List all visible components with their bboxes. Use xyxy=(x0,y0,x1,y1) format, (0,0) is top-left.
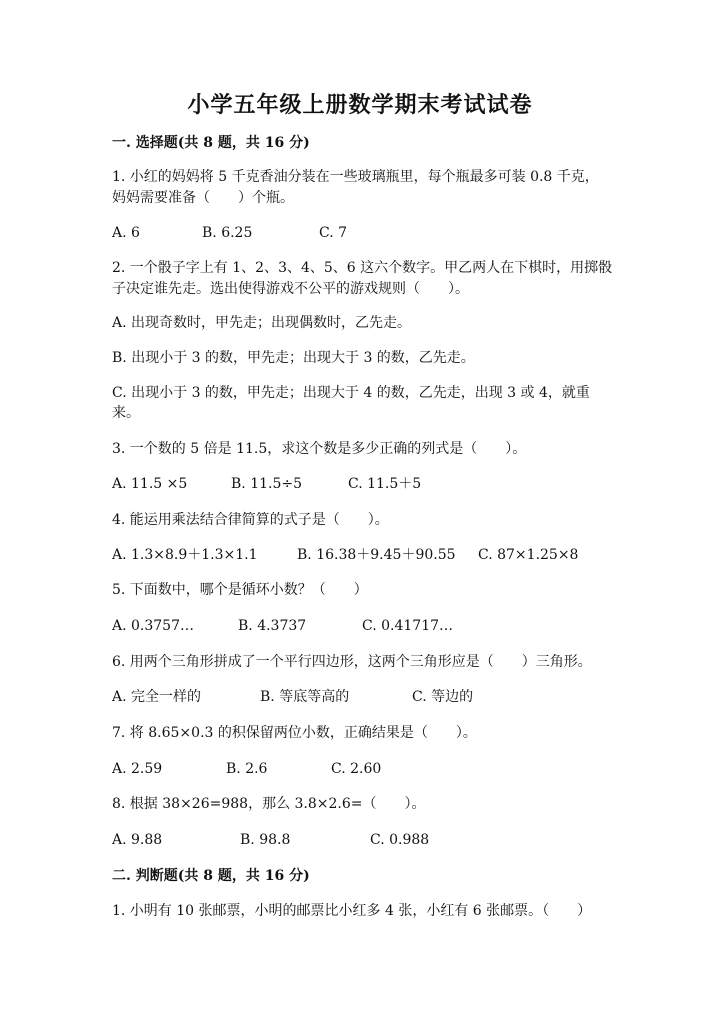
question-1-line-2: 妈妈需要准备（ ）个瓶。 xyxy=(112,190,294,206)
question-2-option-a: A. 出现奇数时，甲先走；出现偶数时，乙先走。 xyxy=(112,315,412,331)
section-header-choice: 一. 选择题(共 8 题，共 16 分) xyxy=(112,135,310,151)
option-b: B. 等底等高的 xyxy=(260,689,350,705)
question-8-options xyxy=(112,830,612,851)
question-3-options xyxy=(112,474,612,495)
option-b: B. 16.38＋9.45＋90.55 xyxy=(297,547,456,563)
question-5-options xyxy=(112,616,612,637)
option-c: C. 0.41717… xyxy=(362,618,454,634)
question-2-option-c-line-1: C. 出现小于 3 的数，甲先走；出现大于 4 的数，乙先走，出现 3 或 4，就重 xyxy=(112,385,590,401)
option-b: B. 98.8 xyxy=(240,832,291,848)
question-2-line-1: 2. 一个骰子字上有 1、2、3、4、5、6 这六个数字。甲乙两人在下棋时，用掷骰 xyxy=(112,260,613,276)
question-3-line-1: 3. 一个数的 5 倍是 11.5，求这个数是多少正确的列式是（ ）。 xyxy=(112,441,527,457)
question-6-options xyxy=(112,687,612,708)
question-1-options xyxy=(112,223,612,244)
option-c: C. 2.60 xyxy=(331,761,382,777)
option-c: C. 11.5＋5 xyxy=(348,476,422,492)
option-a: A. 1.3×8.9＋1.3×1.1 xyxy=(112,547,258,563)
question-2-line-2: 子决定谁先走。选出使得游戏不公平的游戏规则（ ）。 xyxy=(112,281,469,297)
option-a: A. 完全一样的 xyxy=(112,689,202,705)
question-7-line-1: 7. 将 8.65×0.3 的积保留两位小数，正确结果是（ ）。 xyxy=(112,725,477,741)
question-8-line-1: 8. 根据 38×26=988，那么 3.8×2.6=（ ）。 xyxy=(112,796,426,812)
question-5-line-1: 5. 下面数中，哪个是循环小数？（ ） xyxy=(112,582,368,598)
option-b: B. 11.5÷5 xyxy=(231,476,302,492)
question-2-option-b: B. 出现小于 3 的数，甲先走；出现大于 3 的数，乙先走。 xyxy=(112,350,475,366)
question-4-line-1: 4. 能运用乘法结合律简算的式子是（ ）。 xyxy=(112,512,389,528)
question-7-options xyxy=(112,759,612,780)
section-header-judgment: 二. 判断题(共 8 题，共 16 分) xyxy=(112,868,310,884)
question-6-line-1: 6. 用两个三角形拼成了一个平行四边形，这两个三角形应是（ ）三角形。 xyxy=(112,654,592,670)
option-b: B. 2.6 xyxy=(226,761,268,777)
option-a: A. 2.59 xyxy=(112,761,163,777)
option-b: B. 4.3737 xyxy=(238,618,307,634)
option-a: A. 9.88 xyxy=(112,832,163,848)
option-c: C. 等边的 xyxy=(412,689,474,705)
question-2-option-c-line-2: 来。 xyxy=(112,405,140,421)
judgment-question-1: 1. 小明有 10 张邮票，小明的邮票比小红多 4 张，小红有 6 张邮票。（ ） xyxy=(112,903,592,919)
option-c: C. 87×1.25×8 xyxy=(478,547,579,563)
option-c: C. 0.988 xyxy=(370,832,430,848)
option-a: A. 0.3757… xyxy=(112,618,194,634)
option-b: B. 6.25 xyxy=(202,225,253,241)
page-title: 小学五年级上册数学期末考试试卷 xyxy=(187,92,533,118)
question-4-options xyxy=(112,545,612,566)
option-a: A. 11.5 ×5 xyxy=(112,476,188,492)
option-c: C. 7 xyxy=(319,225,348,241)
question-1-line-1: 1. 小红的妈妈将 5 千克香油分装在一些玻璃瓶里，每个瓶最多可装 0.8 千克， xyxy=(112,169,599,185)
option-a: A. 6 xyxy=(112,225,140,241)
